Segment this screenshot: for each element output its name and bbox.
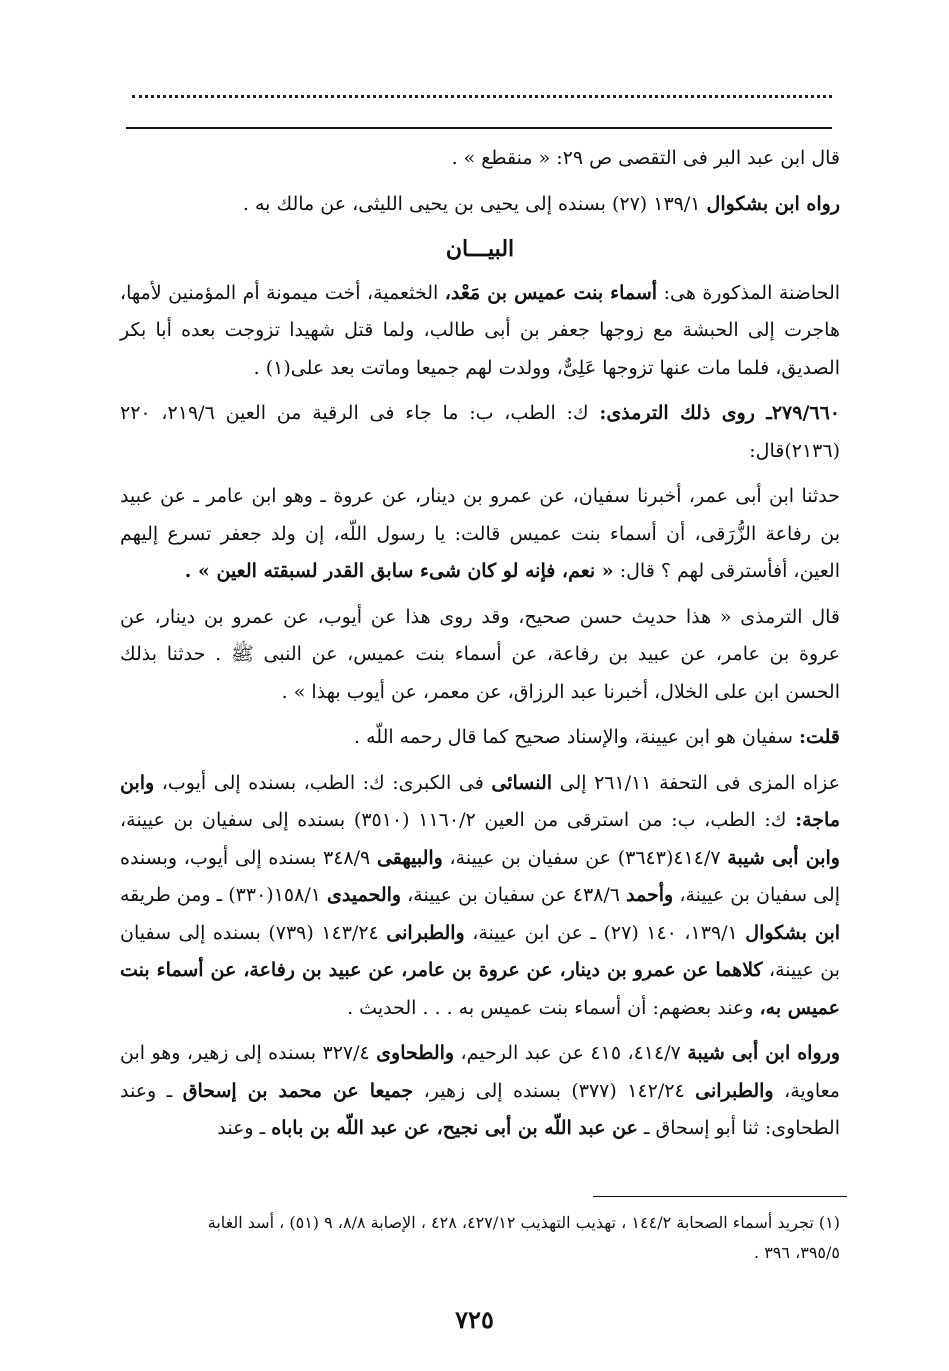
bold-run: رواه ابن بشكوال	[706, 192, 840, 215]
footnote-line: (١) تجريد أسماء الصحابة ١٤٤/٢ ، تهذيب التهذيب ٤٢٧/١٢، ٤٢٨ ، الإصابة ٨/٨، ٩ (٥١) ، أسد الغابة	[207, 1213, 840, 1232]
bold-run: وابن أبى شيبة	[727, 846, 840, 869]
paragraph-tirmidhi	[120, 599, 840, 712]
paragraph-isnad	[120, 478, 840, 591]
bold-run: والبيهقى	[376, 846, 443, 869]
text-run: ٤١٤/٧، ٤١٥ عن عبد الرحيم،	[460, 1042, 681, 1064]
bold-run: النسائى	[491, 771, 553, 794]
text-run: الخثعمية، أخت ميمونة أم المؤمنين لأمها، هاجرت إلى الحبشة مع زوجها جعفر بن أبى طالب، ولما قتل شهيدا تزوجت بعده أبا بكر الصديق، فلما مات عنها تزوجها عَلِىٌّ، وولدت لهم جميعا وماتت بعد على(١) .	[120, 281, 840, 379]
text-run: ـ وعند الطحاوى: ثنا أبو إسحاق ـ	[120, 1079, 840, 1139]
paragraph-riwaya	[120, 1035, 840, 1148]
bold-run: أسماء بنت عميس بن مَعْد،	[444, 281, 658, 304]
text-run: حدثنا ابن أبى عمر، أخبرنا سفيان، عن عمرو بن دينار، عن عروة ـ وهو ابن عامر ـ عن عبيد بن رفاعة الزُّرَقى، أن أسماء بنت عميس قالت: يا رسول اللّه، إن ولد جعفر تسرع إليهم العين، أفأسترقى لهم ؟ قال:	[120, 485, 840, 582]
text-run: قال الترمذى « هذا حديث حسن صحيح، وقد روى هذا عن أيوب، عن عمرو بن دينار، عن عروة بن عامر، عن عبيد بن رفاعة، عن أسماء بنت عميس، عن النبى ﷺ . حدثنا بذلك الحسن ابن على الخلال، أخبرنا عبد الرزاق، عن معمر، عن أيوب بهذا » .	[120, 605, 840, 703]
text-run: ١٤٢/٢٤ (٣٧٧) بسنده إلى زهير،	[423, 1079, 685, 1102]
footnote-line: ٣٩٥/٥، ٣٩٦ .	[754, 1243, 840, 1262]
text-run: سفيان هو ابن عيينة، والإسناد صحيح كما قال رحمه اللّه .	[354, 726, 793, 748]
bold-run: ورواه ابن أبى شيبة	[687, 1042, 840, 1064]
text-run: ٤١٤/٧(٣٦٤٣) عن سفيان بن عيينة،	[449, 846, 721, 869]
text-run: ـ وعند	[217, 1117, 266, 1139]
text-run: ٣٤٨/٩ بسنده إلى أيوب، وبسنده إلى سفيان بن عيينة،	[120, 846, 840, 906]
text-run: ك: الطب، ب: ما جاء فى الرقية من العين ٢١٩/٦، ٢٢٠ (٢١٣٦)قال:	[120, 402, 840, 462]
text-run: عزاه المزى فى التحفة ٢٦١/١١ إلى	[559, 771, 840, 794]
dotted-separator	[132, 95, 832, 98]
text-run: ٤٣٨/٦ عن سفيان بن عيينة،	[407, 884, 621, 906]
paragraph-ibn-bashkuwal	[120, 186, 840, 224]
bold-run: كلاهما عن عمرو بن دينار، عن عروة بن عامر، عن عبيد بن رفاعة، عن أسماء بنت عميس به،	[120, 959, 840, 1019]
top-rule	[126, 127, 832, 129]
paragraph-hadina	[120, 275, 840, 388]
footnote-rule	[593, 1196, 847, 1197]
paragraph-ibn-abd-al-barr	[120, 140, 840, 178]
text-run: ١٣٩/١ (٢٧) بسنده إلى يحيى بن يحيى الليثى، عن مالك به .	[242, 192, 701, 215]
bold-run: عن عبد اللّه بن أبى نجيح، عن عبد اللّه بن باباه	[271, 1117, 638, 1139]
text-run: ١٣٩/١، ١٤٠ (٢٧) ـ عن ابن عيينة،	[472, 921, 738, 944]
bold-run: وابن ماجة:	[120, 771, 841, 831]
bold-run: وأحمد	[626, 884, 674, 906]
text-run: ١٥٨/١(٣٣٠) ـ ومن طريقه	[120, 884, 321, 906]
main-text	[120, 140, 840, 1156]
paragraph-hadith-number	[120, 395, 840, 470]
section-heading: البيـــان	[445, 236, 515, 262]
bold-run: جميعا عن محمد بن إسحاق	[182, 1079, 414, 1102]
bold-run: والطحاوى	[376, 1042, 455, 1064]
paragraph-qultu	[120, 719, 840, 757]
text-run: ٣٢٧/٤ بسنده إلى زهير، وهو ابن معاوية،	[120, 1042, 840, 1102]
paragraph-takhrij	[120, 765, 840, 1028]
bold-run: والحميدى	[327, 884, 402, 906]
text-run: ١٤٣/٢٤ (٧٣٩) بسنده إلى سفيان بن عيينة،	[120, 921, 840, 981]
page-number: ٧٢٥	[455, 1305, 494, 1334]
bold-run: والطبرانى	[695, 1079, 774, 1102]
footnote	[118, 1208, 840, 1268]
hadith-number: ٢٧٩/٦٦٠ـ روى ذلك الترمذى:	[599, 402, 841, 424]
text-run: قال ابن عبد البر فى التقصى ص ٢٩: « منقطع » .	[451, 147, 840, 169]
text-run: ك: الطب، ب: من استرقى من العين ١١٦٠/٢ (٣٥١٠) بسنده إلى سفيان بن عيينة،	[120, 809, 787, 831]
text-run: فى الكبرى: ك: الطب، بسنده إلى أيوب،	[161, 771, 484, 794]
bold-run: « نعم، فإنه لو كان شىء سابق القدر لسبقته العين » .	[184, 560, 614, 582]
bold-run: قلت:	[798, 726, 840, 748]
bold-run: والطبرانى	[386, 921, 465, 944]
text-run: الحاضنة المذكورة هى:	[663, 281, 841, 304]
bold-run: ابن بشكوال	[745, 921, 841, 944]
text-run: وعند بعضهم: أن أسماء بنت عميس به . . . الحديث .	[347, 996, 754, 1019]
